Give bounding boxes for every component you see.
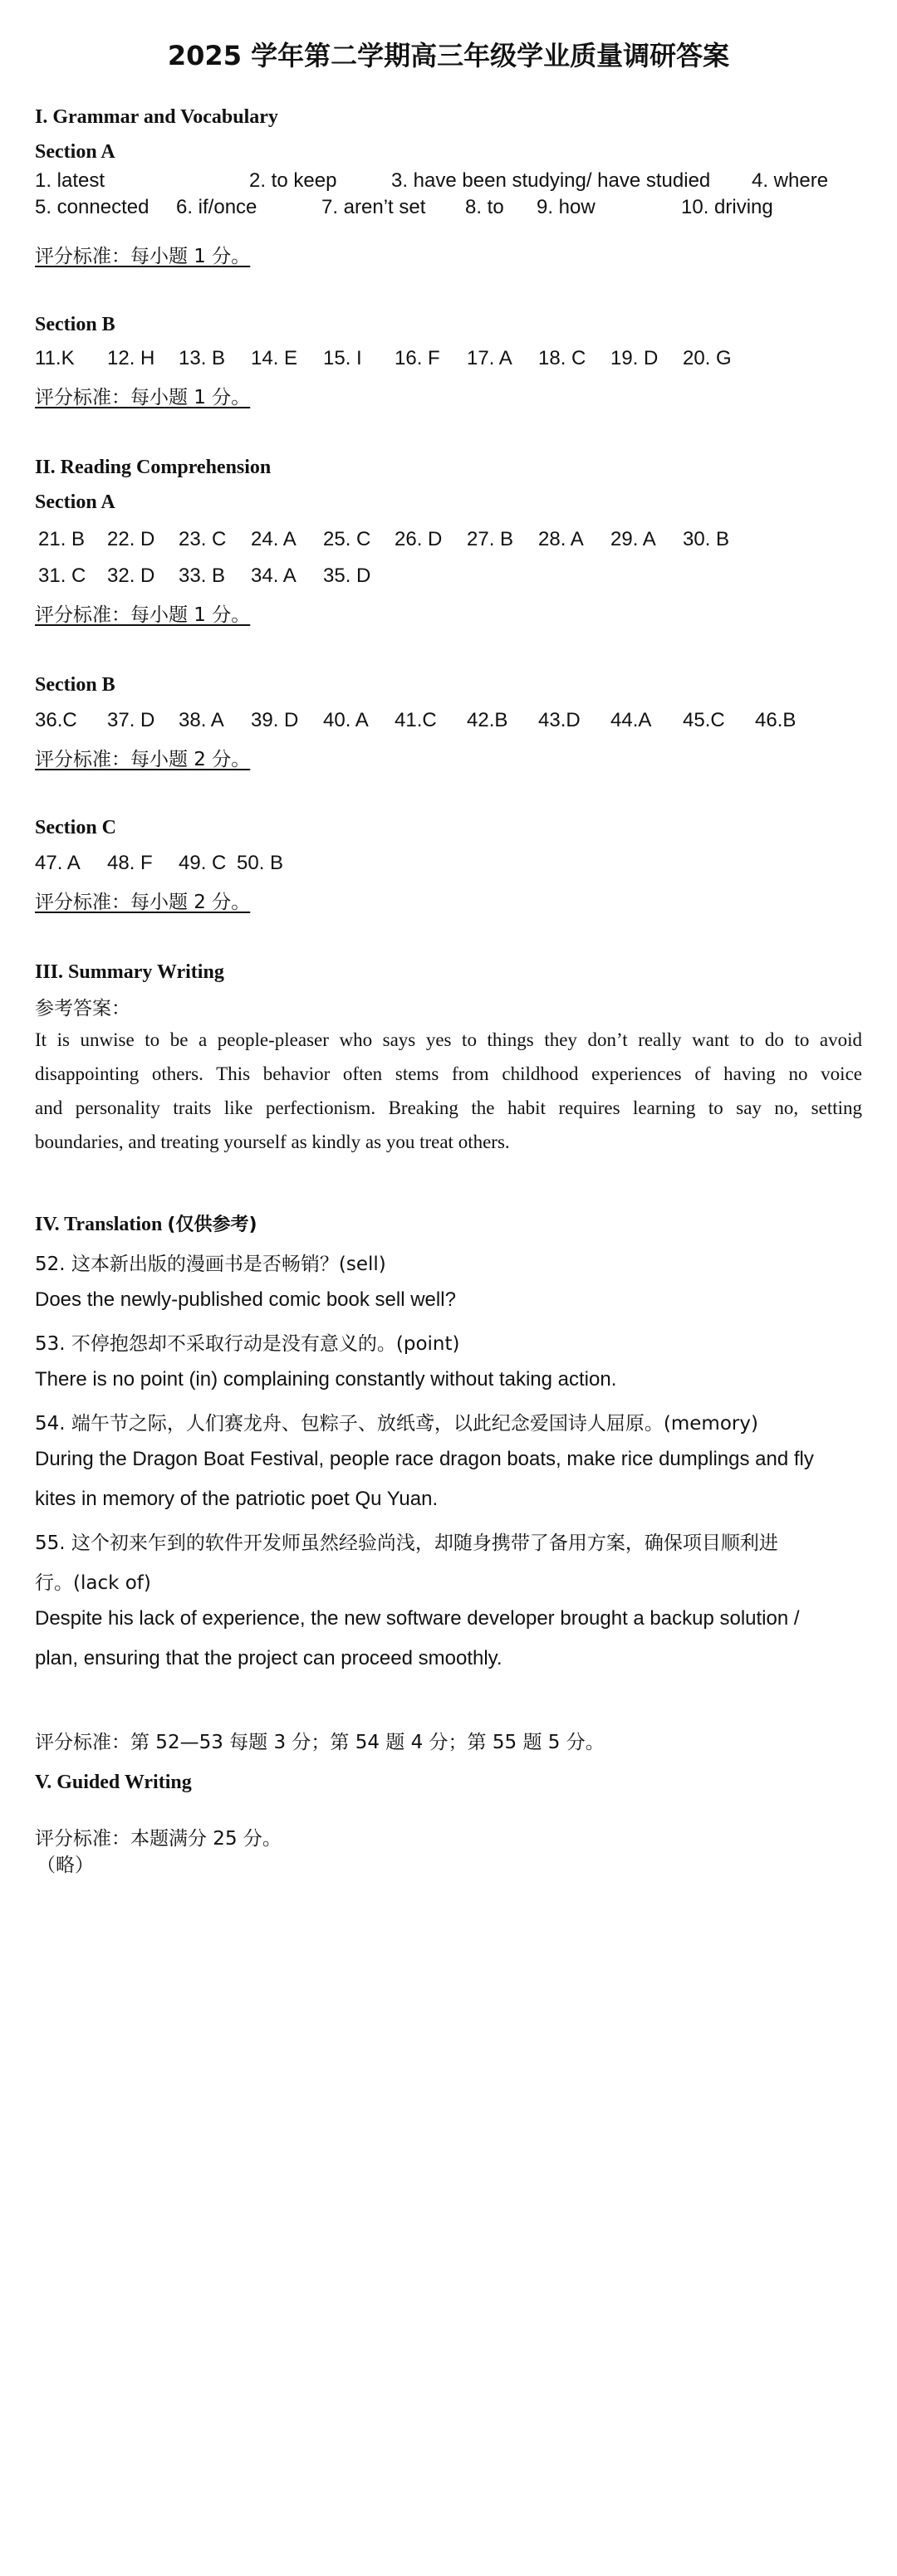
answer-item: 14. E [251, 347, 298, 369]
answer-item: 32. D [107, 565, 155, 587]
part-2-section-c-score: 评分标准：每小题 2 分。 [35, 892, 251, 913]
summary-line: boundaries, and treating yourself as kindly as you treat others. [35, 1132, 510, 1152]
answer-item: 8. to [465, 196, 504, 218]
answer-item: 30. B [683, 528, 730, 550]
summary-line: It is unwise to be a people-pleaser who says yes to things they don’t really want to do to avoid [35, 1029, 862, 1050]
answer-item: 24. A [251, 528, 297, 550]
summary-paragraph [35, 1023, 862, 1159]
answer-item: 15. I [323, 347, 362, 369]
translation-question: 52. 这本新出版的漫画书是否畅销？(sell) [35, 1254, 386, 1275]
answer-item: 11.K [35, 347, 75, 369]
answer-item: 28. A [538, 528, 584, 550]
answer-item: 47. A [35, 852, 81, 874]
answer-item: 38. A [179, 709, 224, 731]
part-4-heading-note: (仅供参考) [167, 1215, 257, 1235]
answer-item: 48. F [107, 852, 153, 874]
part-2-section-b-score: 评分标准：每小题 2 分。 [35, 749, 251, 770]
translation-question: 55. 这个初来乍到的软件开发师虽然经验尚浅，却随身携带了备用方案，确保项目顺利进 [35, 1532, 778, 1554]
part-3-heading: III. Summary Writing [35, 961, 224, 983]
translation-answer: There is no point (in) complaining constantly without taking action. [35, 1368, 617, 1391]
answer-item: 2. to keep [249, 169, 337, 192]
answer-item: 37. D [107, 709, 155, 731]
translation-answer: kites in memory of the patriotic poet Qu Yuan. [35, 1488, 439, 1510]
answer-item: 44.A [610, 709, 652, 731]
answer-item: 13. B [179, 347, 226, 369]
answer-item: 3. have been studying/ have studied [391, 169, 711, 192]
answer-item: 5. connected [35, 196, 150, 218]
answer-item: 43.D [538, 709, 581, 731]
answer-item: 22. D [107, 528, 155, 550]
answer-item: 4. where [752, 169, 829, 192]
part-1-section-b-heading: Section B [35, 314, 115, 335]
part-5-heading: V. Guided Writing [35, 1772, 192, 1793]
answer-item: 33. B [179, 565, 226, 587]
answer-item: 41.C [395, 709, 437, 731]
translation-answer: Does the newly-published comic book sell well? [35, 1288, 456, 1311]
answer-item: 26. D [395, 528, 443, 550]
answer-item: 18. C [538, 347, 586, 369]
part-4-heading [35, 1210, 257, 1236]
part-2-heading: II. Reading Comprehension [35, 457, 272, 478]
part-1-section-b-score: 评分标准：每小题 1 分。 [35, 387, 251, 408]
answer-item: 16. F [395, 347, 440, 369]
part-2-section-c-heading: Section C [35, 817, 116, 838]
answer-item: 25. C [323, 528, 371, 550]
answer-item: 31. C [38, 565, 86, 587]
answer-item: 46.B [755, 709, 797, 731]
translation-answer: Despite his lack of experience, the new software developer brought a backup solution / [35, 1607, 800, 1630]
answer-item: 7. aren’t set [321, 196, 426, 218]
part-4-heading-text: IV. Translation [35, 1214, 163, 1235]
answer-item: 45.C [683, 709, 725, 731]
answer-item: 29. A [610, 528, 656, 550]
answer-item: 1. latest [35, 169, 105, 192]
reference-answer-label: 参考答案： [35, 998, 130, 1019]
translation-question: 行。(lack of) [35, 1572, 151, 1594]
answer-item: 42.B [467, 709, 508, 731]
answer-item: 9. how [537, 196, 596, 218]
summary-line: and personality traits like perfectionism. Breaking the habit requires learning to say no, setting [35, 1097, 862, 1118]
answer-item: 36.C [35, 709, 77, 731]
part-5-note: （略） [37, 1855, 94, 1876]
part-2-section-b-heading: Section B [35, 674, 115, 696]
answer-item: 17. A [467, 347, 512, 369]
answer-item: 34. A [251, 565, 297, 587]
part-2-section-a-heading: Section A [35, 491, 115, 513]
answer-item: 39. D [251, 709, 299, 731]
translation-question: 53. 不停抱怨却不采取行动是没有意义的。(point) [35, 1333, 460, 1355]
part-2-section-a-score: 评分标准：每小题 1 分。 [35, 604, 251, 626]
answer-item: 10. driving [681, 196, 773, 218]
translation-question: 54. 端午节之际，人们赛龙舟、包粽子、放纸鸢，以此纪念爱国诗人屈原。(memory) [35, 1413, 758, 1435]
part-5-score: 评分标准：本题满分 25 分。 [35, 1828, 282, 1850]
answer-item: 49. C [179, 852, 227, 874]
summary-line: disappointing others. This behavior often stems from childhood experiences of having no voice [35, 1063, 862, 1084]
part-1-heading: I. Grammar and Vocabulary [35, 106, 278, 128]
part-1-section-a-score: 评分标准：每小题 1 分。 [35, 246, 251, 267]
part-4-score: 评分标准：第 52—53 每题 3 分；第 54 题 4 分；第 55 题 5 分。 [35, 1732, 605, 1753]
answer-item: 40. A [323, 709, 369, 731]
answer-item: 23. C [179, 528, 227, 550]
answer-item: 35. D [323, 565, 371, 587]
page-title: 2025 学年第二学期高三年级学业质量调研答案 [167, 40, 730, 71]
translation-answer: plan, ensuring that the project can proceed smoothly. [35, 1647, 502, 1669]
answer-item: 12. H [107, 347, 155, 369]
answer-item: 6. if/once [176, 196, 257, 218]
answer-item: 19. D [610, 347, 659, 369]
answer-item: 27. B [467, 528, 514, 550]
translation-answer: During the Dragon Boat Festival, people race dragon boats, make rice dumplings and fly [35, 1448, 814, 1470]
part-1-section-a-heading: Section A [35, 141, 115, 163]
answer-item: 20. G [683, 347, 732, 369]
answer-item: 50. B [237, 852, 284, 874]
answer-item: 21. B [38, 528, 86, 550]
